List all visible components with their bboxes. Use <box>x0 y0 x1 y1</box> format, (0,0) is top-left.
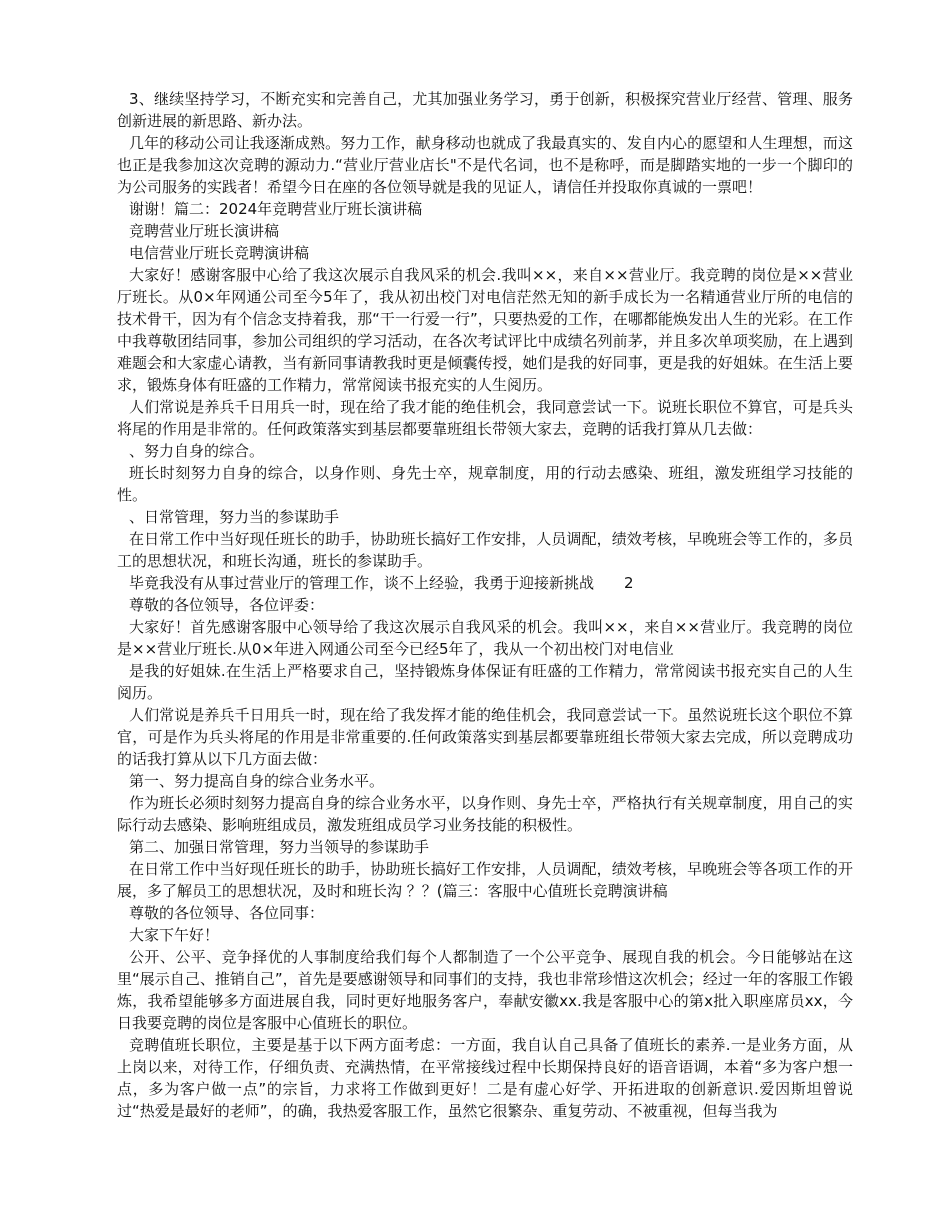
paragraph-22: 大家下午好！ <box>129 926 220 944</box>
paragraph-13: 尊敬的各位领导，各位评委： <box>129 596 325 614</box>
paragraph-15: 是我的好姐妹.在生活上严格要求自己，坚持锻炼身体保证有旺盛的工作精力，常常阅读书报充实自己的人生阅历。 <box>117 662 853 702</box>
paragraph-6: 大家好！感谢客服中心给了我这次展示自我风采的机会.我叫××，来自××营业厅。我竞聘的岗位是××营业厅班长。从0×年网通公司至今5年了，我从初出校门对电信茫然无知的新手成长为一名精通营业厅所的电信的技术骨干，因为有个信念支持着我，那“干一行爱一行”，只要热爱的工作，在哪都能焕发出人生的光彩。在工作中我尊敬团结同事，参加公司组织的学习活动，在各次考试评比中成绩名列前茅，并且多次单项奖励，在上遇到难题会和大家虚心请教，当有新同事请教我时更是倾囊传授，她们是我的好同事，更是我的好姐妹。在生活上要求，锻炼身体有旺盛的工作精力，常常阅读书报充实的人生阅历。 <box>117 266 853 394</box>
paragraph-14: 大家好！首先感谢客服中心领导给了我这次展示自我风采的机会。我叫××，来自××营业厅。我竞聘的岗位是××营业厅班长.从0×年进入网通公司至今已经5年了，我从一个初出校门对电信业 <box>117 618 853 658</box>
paragraph-7: 人们常说是养兵千日用兵一时，现在给了我才能的绝佳机会，我同意尝试一下。说班长职位不算官，可是兵头将尾的作用是非常的。任何政策落实到基层都要靠班组长带领大家去，竞聘的话我打算从几去做： <box>117 398 853 438</box>
paragraph-23: 公开、公平、竞争择优的人事制度给我们每个人都制造了一个公平竞争、展现自我的机会。今日能够站在这里“展示自己、推销自己”，首先是要感谢领导和同事们的支持，我也非常珍惜这次机会；经过一年的客服工作锻炼，我希望能够多方面进展自我，同时更好地服务客户，奉献安徽xx.我是客服中心的第x批入职座席员xx，今日我要竞聘的岗位是客服中心值班长的职位。 <box>117 948 853 1032</box>
paragraph-9: 班长时刻努力自身的综合，以身作则、身先士卒，规章制度，用的行动去感染、班组，激发班组学习技能的性。 <box>117 464 853 504</box>
paragraph-4: 竞聘营业厅班长演讲稿 <box>129 222 280 240</box>
paragraph-11: 在日常工作中当好现任班长的助手，协助班长搞好工作安排，人员调配，绩效考核，早晚班会等工作的，多员工的思想状况，和班长沟通，班长的参谋助手。 <box>117 530 853 570</box>
paragraph-24: 竞聘值班长职位，主要是基于以下两方面考虑：一方面，我自认自己具备了值班长的素养.一是业务方面，从上岗以来，对待工作，仔细负责、充满热情，在平常接线过程中长期保持良好的语音语调，本着“多为客户想一点，多为客户做一点”的宗旨，力求将工作做到更好！二是有虚心好学、开拓进取的创新意识.爱因斯坦曾说过“热爱是最好的老师”，的确，我热爱客服工作，虽然它很繁杂、重复劳动、不被重视，但每当我为 <box>117 1036 853 1120</box>
paragraph-12: 毕竟我没有从事过营业厅的管理工作，谈不上经验，我勇于迎接新挑战 2 <box>129 574 634 592</box>
paragraph-8: 、努力自身的综合。 <box>129 442 265 460</box>
paragraph-1: 3、继续坚持学习，不断充实和完善自己，尤其加强业务学习，勇于创新，积极探究营业厅经营、管理、服务创新进展的新思路、新办法。 <box>117 90 853 130</box>
paragraph-21: 尊敬的各位领导、各位同事： <box>129 904 325 922</box>
paragraph-19: 第二、加强日常管理，努力当领导的参谋助手 <box>129 838 430 856</box>
paragraph-17: 第一、努力提高自身的综合业务水平。 <box>129 772 385 790</box>
paragraph-3: 谢谢！篇二：2024年竞聘营业厅班长演讲稿 <box>129 200 423 218</box>
paragraph-10: 、日常管理，努力当的参谋助手 <box>129 508 340 526</box>
paragraph-18: 作为班长必须时刻努力提高自身的综合业务水平，以身作则、身先士卒，严格执行有关规章制度，用自己的实际行动去感染、影响班组成员，激发班组成员学习业务技能的积极性。 <box>117 794 853 834</box>
paragraph-20: 在日常工作中当好现任班长的助手，协助班长搞好工作安排，人员调配，绩效考核，早晚班会等各项工作的开展，多了解员工的思想状况，及时和班长沟 ？？(篇三：客服中心值班长竞聘演讲稿 <box>117 860 853 900</box>
paragraph-16: 人们常说是养兵千日用兵一时，现在给了我发挥才能的绝佳机会，我同意尝试一下。虽然说班长这个职位不算官，可是作为兵头将尾的作用是非常重要的.任何政策落实到基层都要靠班组长带领大家去完成，所以竞聘成功的话我打算从以下几方面去做： <box>117 706 853 768</box>
paragraph-5: 电信营业厅班长竞聘演讲稿 <box>129 244 310 262</box>
document-page <box>117 88 853 1122</box>
paragraph-2: 几年的移动公司让我逐渐成熟。努力工作，献身移动也就成了我最真实的、发自内心的愿望和人生理想，而这也正是我参加这次竞聘的源动力.“营业厅营业店长"不是代名词，也不是称呼，而是脚踏实地的一步一个脚印的为公司服务的实践者！希望今日在座的各位领导就是我的见证人，请信任并投取你真诚的一票吧！ <box>117 134 853 196</box>
